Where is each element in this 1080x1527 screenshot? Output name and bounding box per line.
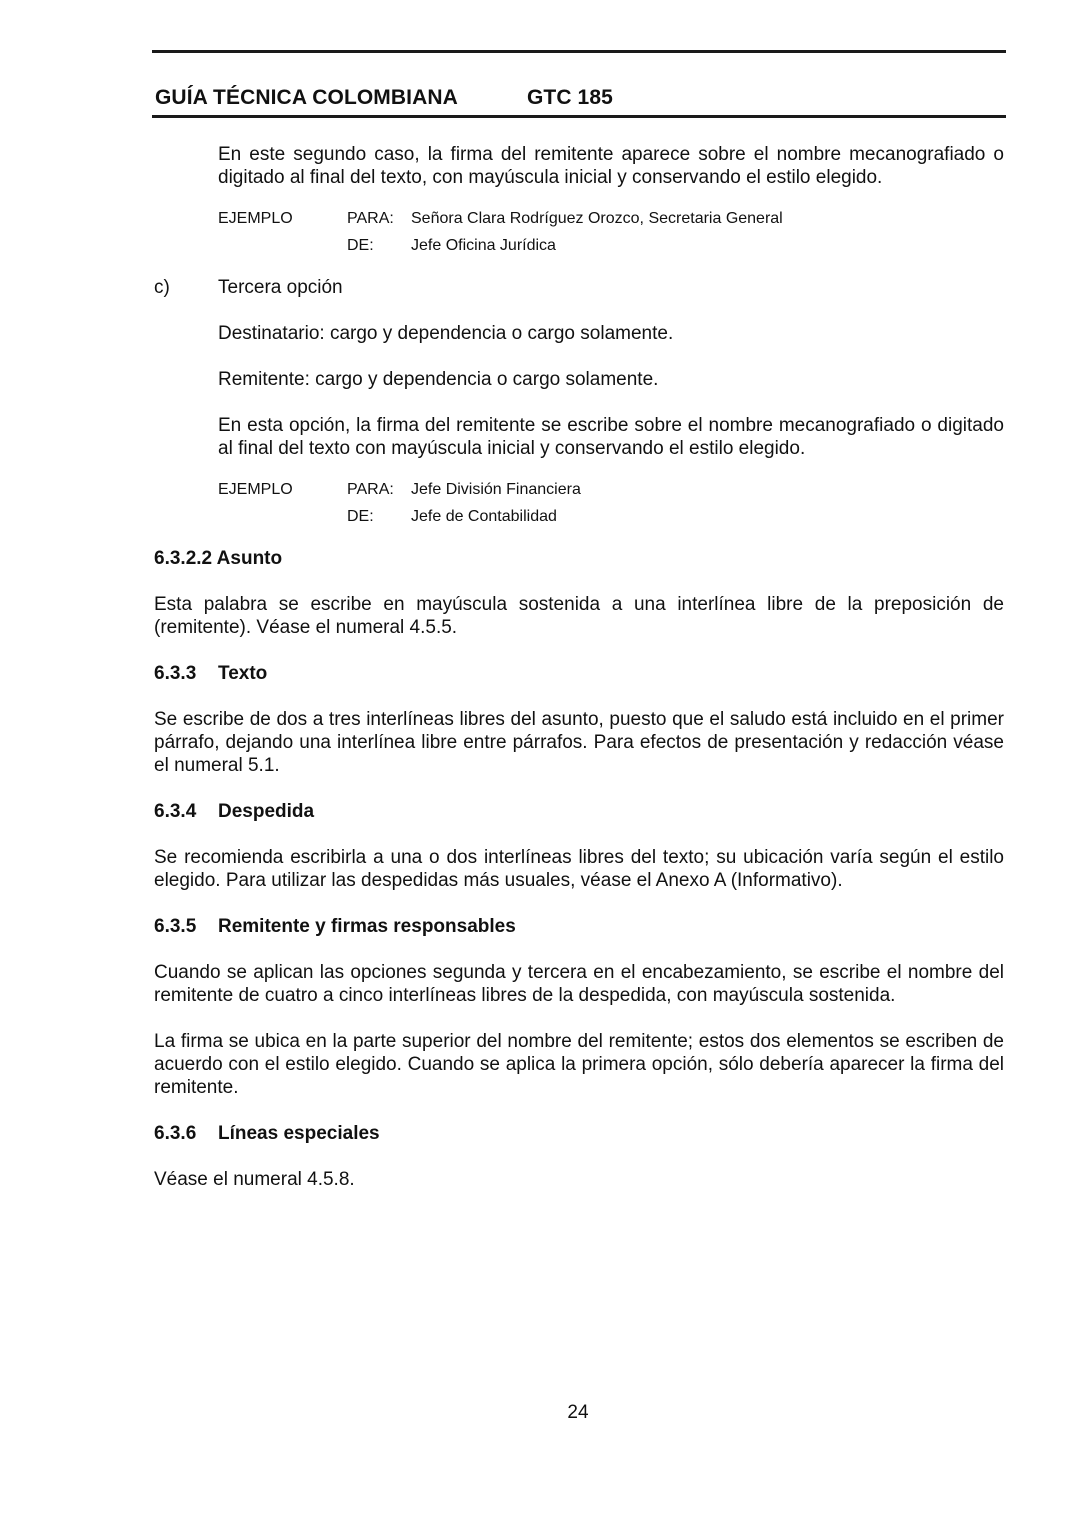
section-number: 6.3.3 xyxy=(154,663,197,684)
section-number: 6.3.6 xyxy=(154,1123,197,1144)
para-value: Señora Clara Rodríguez Orozco, Secretaria General xyxy=(411,210,783,227)
de-label: DE: xyxy=(347,237,374,254)
remitente-paragraph-1: Cuando se aplican las opciones segunda y tercera en el encabezamiento, se escribe el nombre del remitente de cuatro a cinco interlíneas libres de la despedida, con mayúscula sostenida. xyxy=(154,962,1004,1006)
section-heading-remitente xyxy=(154,915,1004,938)
page-body xyxy=(154,143,1004,1191)
guide-code: GTC 185 xyxy=(527,86,613,109)
section-number: 6.3.4 xyxy=(154,801,197,822)
lineas-paragraph: Véase el numeral 4.5.8. xyxy=(154,1169,355,1190)
de-label: DE: xyxy=(347,508,374,525)
option-c-title: Tercera opción xyxy=(218,277,343,298)
para-value: Jefe División Financiera xyxy=(411,481,581,498)
page-number: 24 xyxy=(567,1402,589,1423)
example-block-1 xyxy=(218,205,1004,259)
list-marker: c) xyxy=(154,277,170,298)
intro-paragraph: En este segundo caso, la firma del remitente aparece sobre el nombre mecanografiado o digitado al final del texto, con mayúscula inicial y conservando el estilo elegido. xyxy=(218,144,1004,188)
destinatario-line: Destinatario: cargo y dependencia o cargo solamente. xyxy=(218,323,674,344)
section-title: Remitente y firmas responsables xyxy=(218,916,516,937)
despedida-paragraph: Se recomienda escribirla a una o dos interlíneas libres del texto; su ubicación varía según el estilo elegido. Para utilizar las despedidas más usuales, véase el Anexo A (Informativo). xyxy=(154,847,1004,891)
section-number: 6.3.5 xyxy=(154,916,197,937)
option-c-paragraph: En esta opción, la firma del remitente se escribe sobre el nombre mecanografiado o digitado al final del texto con mayúscula inicial y conservando el estilo elegido. xyxy=(218,415,1004,459)
para-label: PARA: xyxy=(347,481,394,498)
section-heading-texto xyxy=(154,662,1004,685)
example-label: EJEMPLO xyxy=(218,481,293,498)
guide-title: GUÍA TÉCNICA COLOMBIANA xyxy=(155,86,458,109)
section-title: Líneas especiales xyxy=(218,1123,380,1144)
example-block-2 xyxy=(218,476,1004,530)
option-c-item xyxy=(154,276,1004,299)
section-heading-lineas xyxy=(154,1122,1004,1145)
asunto-paragraph: Esta palabra se escribe en mayúscula sostenida a una interlínea libre de la preposición de (remitente). Véase el numeral 4.5.5. xyxy=(154,594,1004,638)
de-value: Jefe Oficina Jurídica xyxy=(411,237,556,254)
header-bottom-rule xyxy=(152,115,1006,118)
header-top-rule xyxy=(152,50,1006,53)
example-label: EJEMPLO xyxy=(218,210,293,227)
para-label: PARA: xyxy=(347,210,394,227)
section-title: Despedida xyxy=(218,801,315,822)
section-heading-asunto: 6.3.2.2 Asunto xyxy=(154,548,283,569)
section-heading-despedida xyxy=(154,800,1004,823)
de-value: Jefe de Contabilidad xyxy=(411,508,557,525)
section-title: Texto xyxy=(218,663,268,684)
texto-paragraph: Se escribe de dos a tres interlíneas libres del asunto, puesto que el saludo está incluido en el primer párrafo, dejando una interlínea libre entre párrafos. Para efectos de presentación y redacción véase el numeral 5.1. xyxy=(154,709,1004,776)
remitente-paragraph-2: La firma se ubica en la parte superior del nombre del remitente; estos dos elementos se escriben de acuerdo con el estilo elegido. Cuando se aplica la primera opción, sólo debería aparecer la firma del remitente. xyxy=(154,1031,1004,1098)
remitente-line: Remitente: cargo y dependencia o cargo solamente. xyxy=(218,369,659,390)
